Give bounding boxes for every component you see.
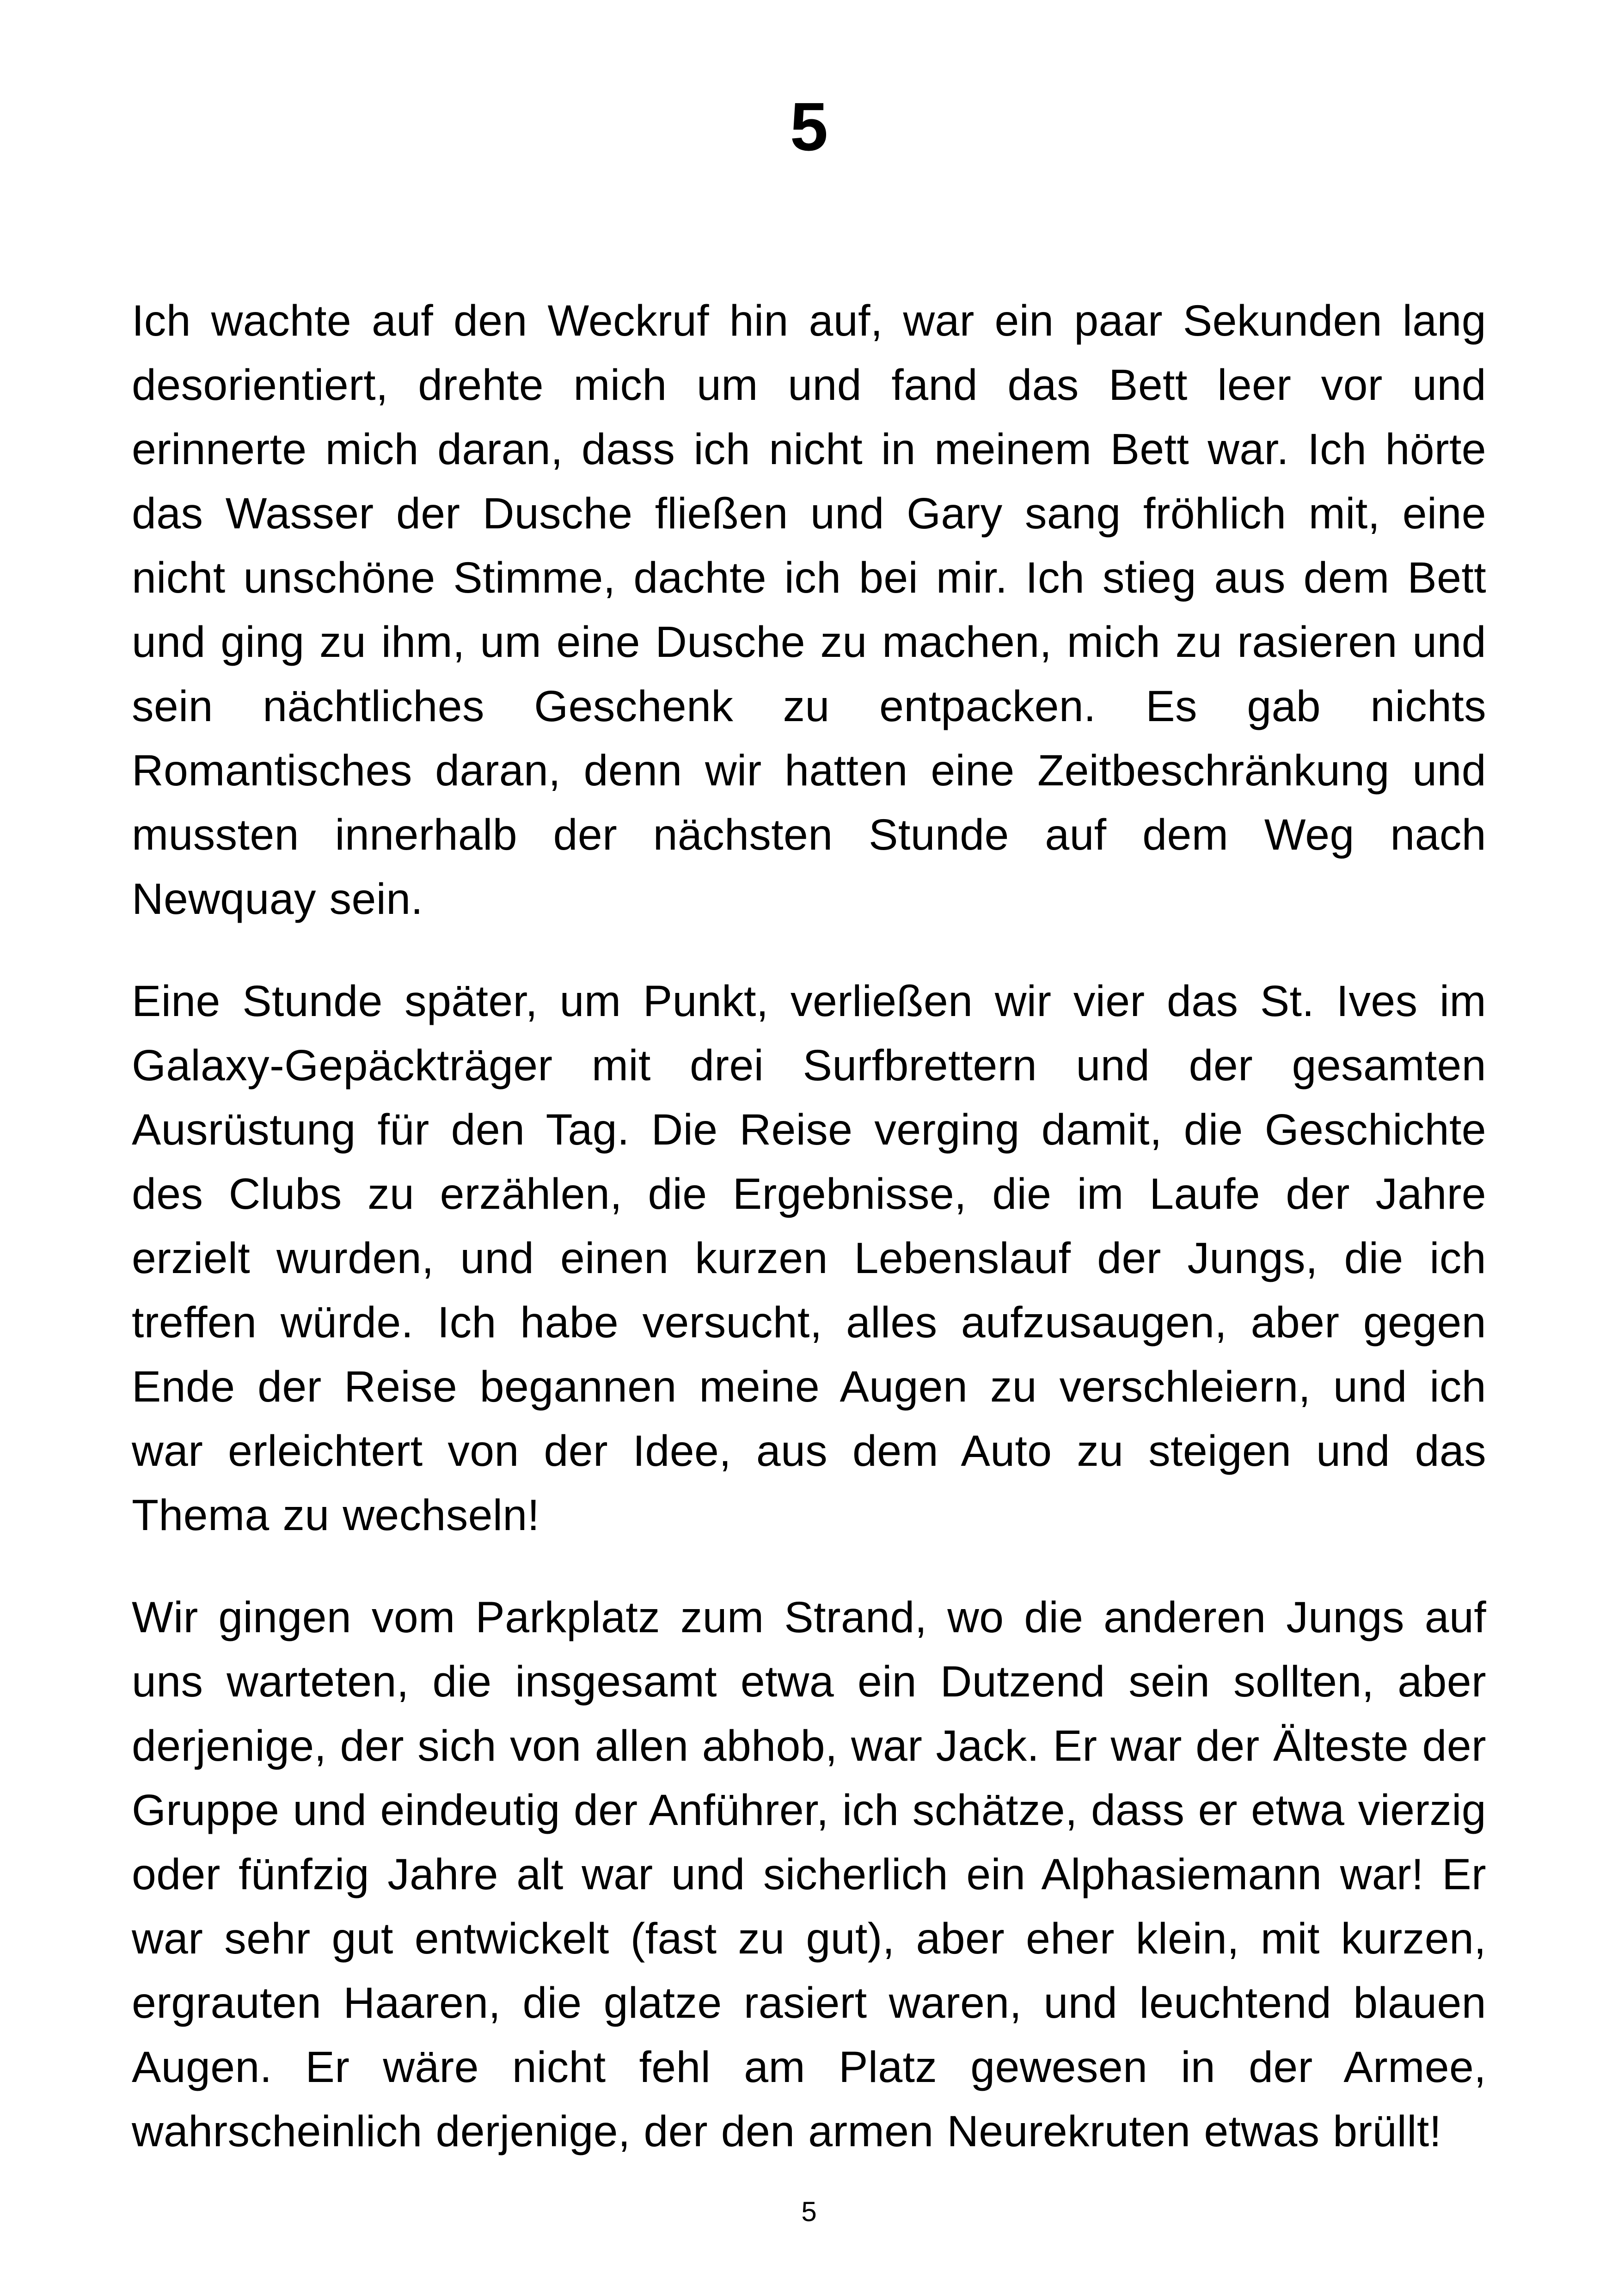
paragraph-2: Eine Stunde später, um Punkt, verließen wir vier das St. Ives im Galaxy-Gepäckträger mit drei Surfbrettern und der gesamten Ausrüstung für den Tag. Die Reise verging damit, die Geschichte des Clubs zu erzählen, die Ergebnisse, die im Laufe der Jahre erzielt wurden, und einen kurzen Lebenslauf der Jungs, die ich treffen würde. Ich habe versucht, alles aufzusaugen, aber gegen Ende der Reise begannen meine Augen zu verschleiern, und ich war erleichtert von der Idee, aus dem Auto zu steigen und das Thema zu wechseln! [132, 977, 1486, 1540]
chapter-number: 5 [790, 89, 828, 165]
paragraph-1: Ich wachte auf den Weckruf hin auf, war ein paar Sekunden lang desorientiert, drehte mich um und fand das Bett leer vor und erinnerte mich daran, dass ich nicht in meinem Bett war. Ich hörte das Wasser der Dusche fließen und Gary sang fröhlich mit, eine nicht unschöne Stimme, dachte ich bei mir. Ich stieg aus dem Bett und ging zu ihm, um eine Dusche zu machen, mich zu rasieren und sein nächtliches Geschenk zu entpacken. Es gab nichts Romantisches daran, denn wir hatten eine Zeitbeschränkung und mussten innerhalb der nächsten Stunde auf dem Weg nach Newquay sein. [132, 296, 1486, 924]
body-text [132, 289, 1486, 2202]
paragraph-3: Wir gingen vom Parkplatz zum Strand, wo die anderen Jungs auf uns warteten, die insgesamt etwa ein Dutzend sein sollten, aber derjenige, der sich von allen abhob, war Jack. Er war der Älteste der Gruppe und eindeutig der Anführer, ich schätze, dass er etwa vierzig oder fünfzig Jahre alt war und sicherlich ein Alphasiemann war! Er war sehr gut entwickelt (fast zu gut), aber eher klein, mit kurzen, ergrauten Haaren, die glatze rasiert waren, und leuchtend blauen Augen. Er wäre nicht fehl am Platz gewesen in der Armee, wahrscheinlich derjenige, der den armen Neurekruten etwas brüllt! [132, 1593, 1486, 2156]
page-number: 5 [801, 2196, 817, 2227]
